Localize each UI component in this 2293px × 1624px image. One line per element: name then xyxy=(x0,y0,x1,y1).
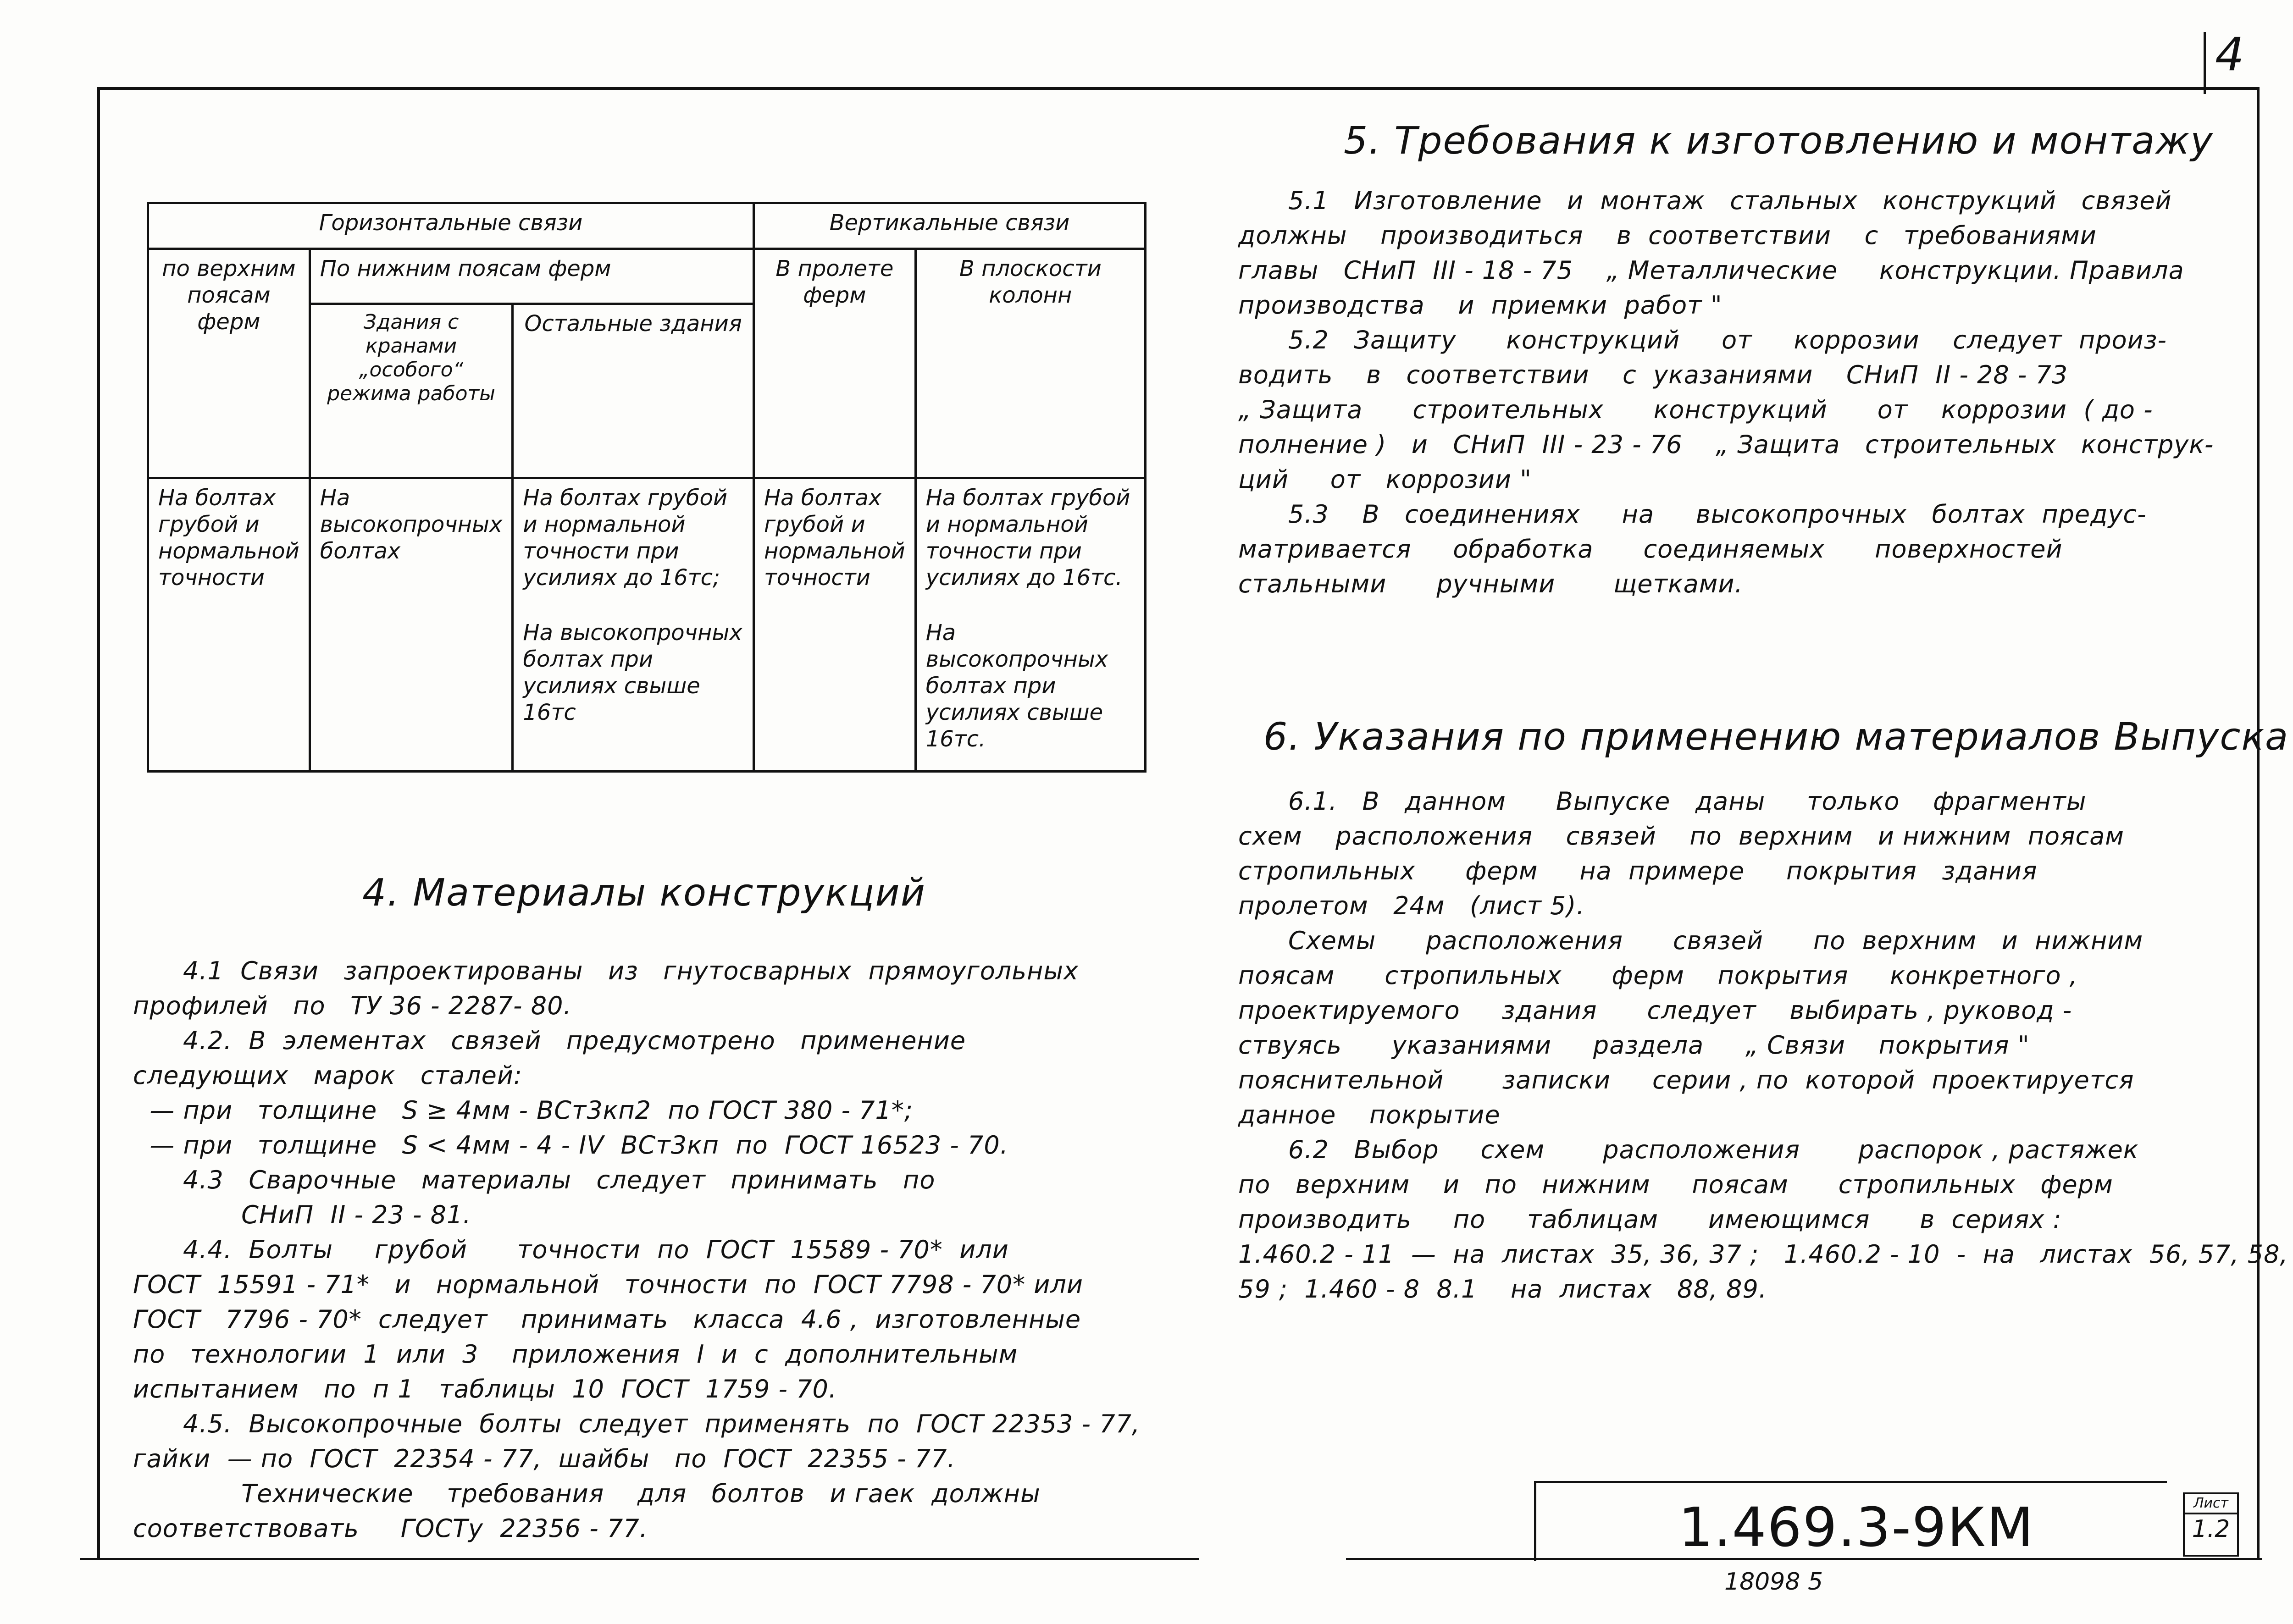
section-4-title: 4. Материалы конструкций xyxy=(362,871,926,915)
connections-table xyxy=(147,202,1146,773)
section-6-title: 6. Указания по применению материалов Выпуска xyxy=(1263,715,2289,759)
cell-columns-2: На высокопрочных болтах при усилиях свыше 16тс. xyxy=(925,620,1108,752)
page-number-rule xyxy=(2204,32,2206,94)
sheet-label: Лист xyxy=(2185,1494,2237,1514)
cell-other-1: На болтах грубой и нормальной точности при усилиях до 16тс; xyxy=(523,485,728,591)
header-in-span: В пролете ферм xyxy=(753,249,915,478)
cell-other-2: На высокопрочных болтах при усилиях свыше 16тс xyxy=(523,620,742,725)
page-number: 4 xyxy=(2215,28,2244,81)
frame-bottom-left xyxy=(80,1558,1199,1560)
section-5-title: 5. Требования к изготовлению и монтажу xyxy=(1344,119,2214,163)
header-upper-chords: по верхним поясам ферм xyxy=(148,249,310,478)
header-crane-buildings: Здания с кранами „особого“ режима работы xyxy=(310,304,513,478)
cell-other xyxy=(513,478,754,772)
cell-upper: На болтах грубой и нормальной точности xyxy=(148,478,310,772)
section-4-text: 4.1 Связи запроектированы из гнутосварных прямоугольных профилей по ТУ 36 - 2287- 80. 4.2. В элементах связей предусмотрено применение следующих марок сталей: — при толщине S ≥ 4мм - ВСт3кп2 по ГОСТ 380 - 71*; — при толщине S < 4мм - 4 - IV ВСт3кп по ГОСТ 16523 - 70. 4.3 Сварочные материалы следует принимать по СНиП II - 23 - 81. 4.4. Болты грубой точности по ГОСТ 15589 - 70* или ГОСТ 15591 - 71* и нормальной точности по ГОСТ 7798 - 70* или ГОСТ 7796 - 70* следует принимать класса 4.6 , изготовленные по технологии 1 или 3 приложения I и с дополнительным испытанием по п 1 таблицы 10 ГОСТ 1759 - 70. 4.5. Высокопрочные болты следует применять по ГОСТ 22353 - 77, гайки — по ГОСТ 22354 - 77, шайбы по ГОСТ 22355 - 77. Технические требования для болтов и гаек должны соответствовать ГОСТу 22356 - 77. xyxy=(133,956,1141,1543)
inventory-number: 18098 5 xyxy=(1724,1568,1823,1596)
sheet-number: 1.2 xyxy=(2192,1515,2230,1543)
section-6-text: 6.1. В данном Выпуске даны только фрагменты схем расположения связей по верхним и нижним поясам стропильных ферм на примере покрытия здания пролетом 24м (лист 5). Схемы расположения связей по верхним и нижним поясам стропильных ферм покрытия конкретного , проектируемого здания следует выбирать , руковод - ствуясь указаниями раздела „ Связи покрытия " пояснительной записки серии , по которой проектируется данное покрытие 6.2 Выбор схем расположения распорок , растяжек по верхним и по нижним поясам стропильных ферм производить по таблицам имеющимся в сериях : 1.460.2 - 11 — на листах 35, 36, 37 ; 1.460.2 - 10 - на листах 56, 57, 58, 59 ; 1.460 - 8 8.1 на листах 88, 89. xyxy=(1238,787,2288,1304)
header-lower-chords: По нижним поясам ферм xyxy=(310,249,753,304)
header-column-plane: В плоскости колонн xyxy=(915,249,1145,478)
sheet-box xyxy=(2183,1492,2239,1557)
header-vertical: Вертикальные связи xyxy=(753,203,1145,249)
header-horizontal: Горизонтальные связи xyxy=(148,203,754,249)
cell-columns-1: На болтах грубой и нормальной точности при усилиях до 16тс. xyxy=(925,485,1130,591)
cell-cranes: На высокопрочных болтах xyxy=(310,478,513,772)
cell-span: На болтах грубой и нормальной точности xyxy=(753,478,915,772)
document-code: 1.469.3-9КМ xyxy=(1678,1496,2034,1559)
cell-columns xyxy=(915,478,1145,772)
section-5-text: 5.1 Изготовление и монтаж стальных конструкций связей должны производиться в соответствии с требованиями главы СНиП III - 18 - 75 „ Металлические конструкции. Правила производства и приемки работ " 5.2 Защиту конструкций от коррозии следует произ- водить в соответствии с указаниями СНиП II - 28 - 73 „ Защита строительных конструкций от коррозии ( до - полнение ) и СНиП III - 23 - 76 „ Защита строительных конструк- ций от коррозии " 5.3 В соединениях на высокопрочных болтах предус- матривается обработка соединяемых поверхностей стальными ручными щетками. xyxy=(1238,186,2214,598)
header-other-buildings: Остальные здания xyxy=(513,304,754,478)
